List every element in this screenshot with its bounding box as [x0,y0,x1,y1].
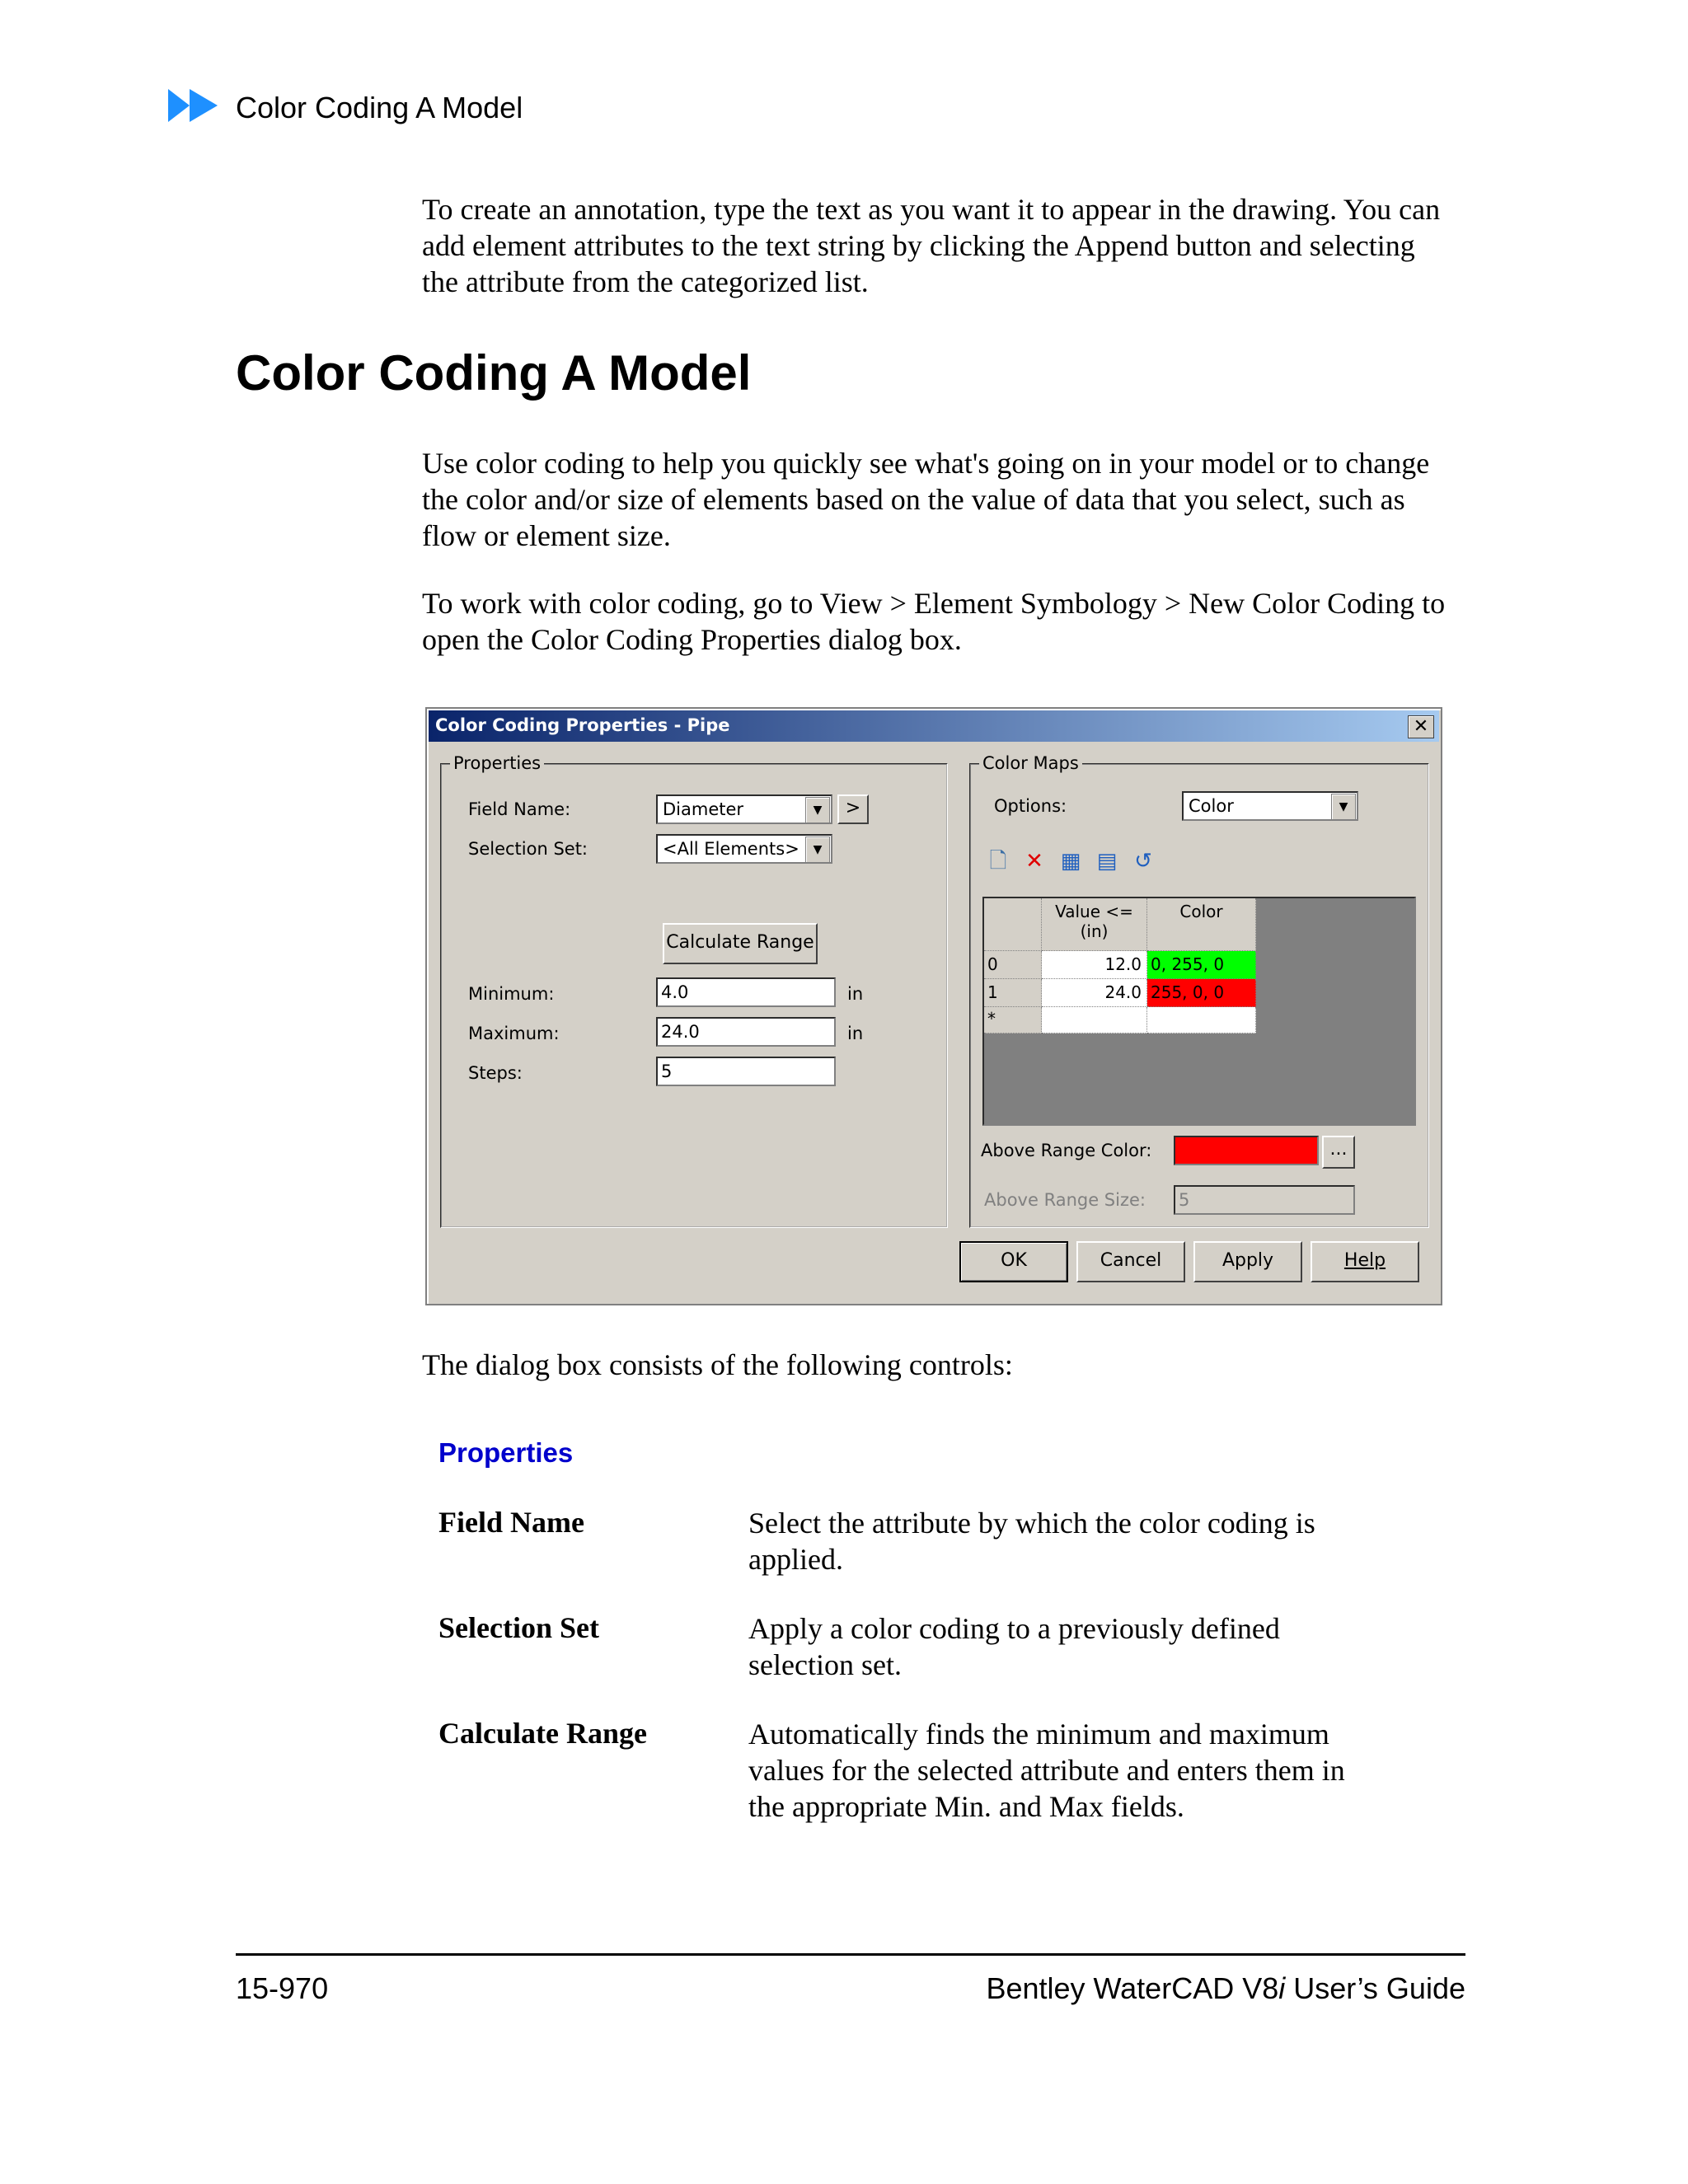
column-header-value[interactable]: Value <= (in) [1042,898,1147,951]
properties-group-label: Properties [450,753,544,773]
minimum-label: Minimum: [468,984,555,1004]
new-row-value[interactable] [1042,1007,1147,1033]
intro-paragraph: To create an annotation, type the text as you want it to appear in the drawing. You can add element attributes to the text string by clicking the Append button and selecting the attribute from the categorized list. [422,193,1441,298]
column-header-color[interactable]: Color [1147,898,1256,951]
calculate-range-button[interactable]: Calculate Range [663,923,818,964]
page-number: 15-970 [236,1971,329,2005]
paragraph-color-coding: Use color coding to help you quickly see what's going on in your model or to change the color and/or size of elements based on the value of data that you select, such as flow or element size. [422,447,1430,552]
row-color[interactable]: 0, 255, 0 [1147,951,1256,979]
properties-section-heading: Properties [438,1437,574,1468]
row-color[interactable]: 255, 0, 0 [1147,979,1256,1007]
selection-set-dropdown[interactable]: <All Elements> ▼ [656,834,832,864]
color-maps-group-label: Color Maps [979,753,1082,773]
desc-calculate-range: Automatically finds the minimum and maximum values for the selected attribute and enters them in the appropriate Min. and Max fields. [748,1718,1345,1823]
table-corner [984,898,1042,951]
steps-input[interactable]: 5 [656,1057,836,1086]
row-value[interactable]: 24.0 [1042,979,1147,1007]
section-heading: Color Coding A Model [236,345,752,401]
above-range-color-button[interactable]: ... [1322,1136,1355,1169]
desc-selection-set: Apply a color coding to a previously defined selection set. [748,1612,1280,1681]
cancel-button[interactable]: Cancel [1076,1241,1185,1282]
minimum-unit: in [847,984,864,1004]
running-header: Color Coding A Model [236,91,523,124]
refresh-icon[interactable]: ↺ [1134,849,1152,874]
above-range-size-label: Above Range Size: [984,1190,1146,1210]
guide-title: Bentley WaterCAD V8i User’s Guide [986,1971,1465,2005]
delete-icon[interactable]: ✕ [1025,849,1043,874]
new-row-color[interactable] [1147,1007,1256,1033]
color-map-table [982,897,1416,1126]
term-selection-set: Selection Set [438,1611,599,1644]
controls-intro: The dialog box consists of the following controls: [422,1348,1013,1381]
maximum-input[interactable]: 24.0 [656,1017,836,1047]
field-name-label: Field Name: [468,799,571,819]
chevron-down-icon[interactable]: ▼ [1331,794,1356,820]
row-value[interactable]: 12.0 [1042,951,1147,979]
apply-button[interactable]: Apply [1193,1241,1302,1282]
color-coding-dialog [425,707,1442,1305]
maximum-label: Maximum: [468,1024,560,1043]
row-index[interactable]: 1 [984,979,1042,1007]
double-arrow-icon [168,89,221,122]
ok-button[interactable]: OK [959,1241,1068,1282]
above-range-size-input[interactable]: 5 [1174,1185,1355,1215]
paragraph-instructions: To work with color coding, go to View > Element Symbology > New Color Coding to open the Color Coding Properties dialog box. [422,587,1446,656]
footer-rule [236,1953,1465,1956]
above-range-color-swatch[interactable] [1174,1136,1319,1165]
row-index[interactable]: 0 [984,951,1042,979]
help-button[interactable]: Help [1311,1241,1419,1282]
desc-field-name: Select the attribute by which the color coding is applied. [748,1507,1315,1576]
minimum-input[interactable]: 4.0 [656,977,836,1007]
field-name-dropdown[interactable]: Diameter ▼ [656,794,832,824]
new-row-marker[interactable]: * [984,1007,1042,1033]
grid-icon[interactable]: ▦ [1060,849,1081,874]
chevron-down-icon[interactable]: ▼ [805,797,830,823]
dialog-title: Color Coding Properties - Pipe [435,715,730,735]
selection-set-label: Selection Set: [468,839,588,859]
close-button[interactable]: ✕ [1408,715,1434,738]
above-range-color-label: Above Range Color: [981,1141,1152,1160]
maximum-unit: in [847,1024,864,1043]
term-field-name: Field Name [438,1506,584,1539]
table-icon[interactable]: ▤ [1096,849,1118,874]
new-icon[interactable]: 🗋 [989,849,1007,874]
options-dropdown[interactable]: Color ▼ [1182,791,1358,821]
term-calculate-range: Calculate Range [438,1717,647,1750]
options-label: Options: [994,796,1067,816]
field-name-more-button[interactable]: > [837,794,869,824]
steps-label: Steps: [468,1063,523,1083]
dialog-titlebar [429,710,1439,742]
chevron-down-icon[interactable]: ▼ [805,837,830,863]
